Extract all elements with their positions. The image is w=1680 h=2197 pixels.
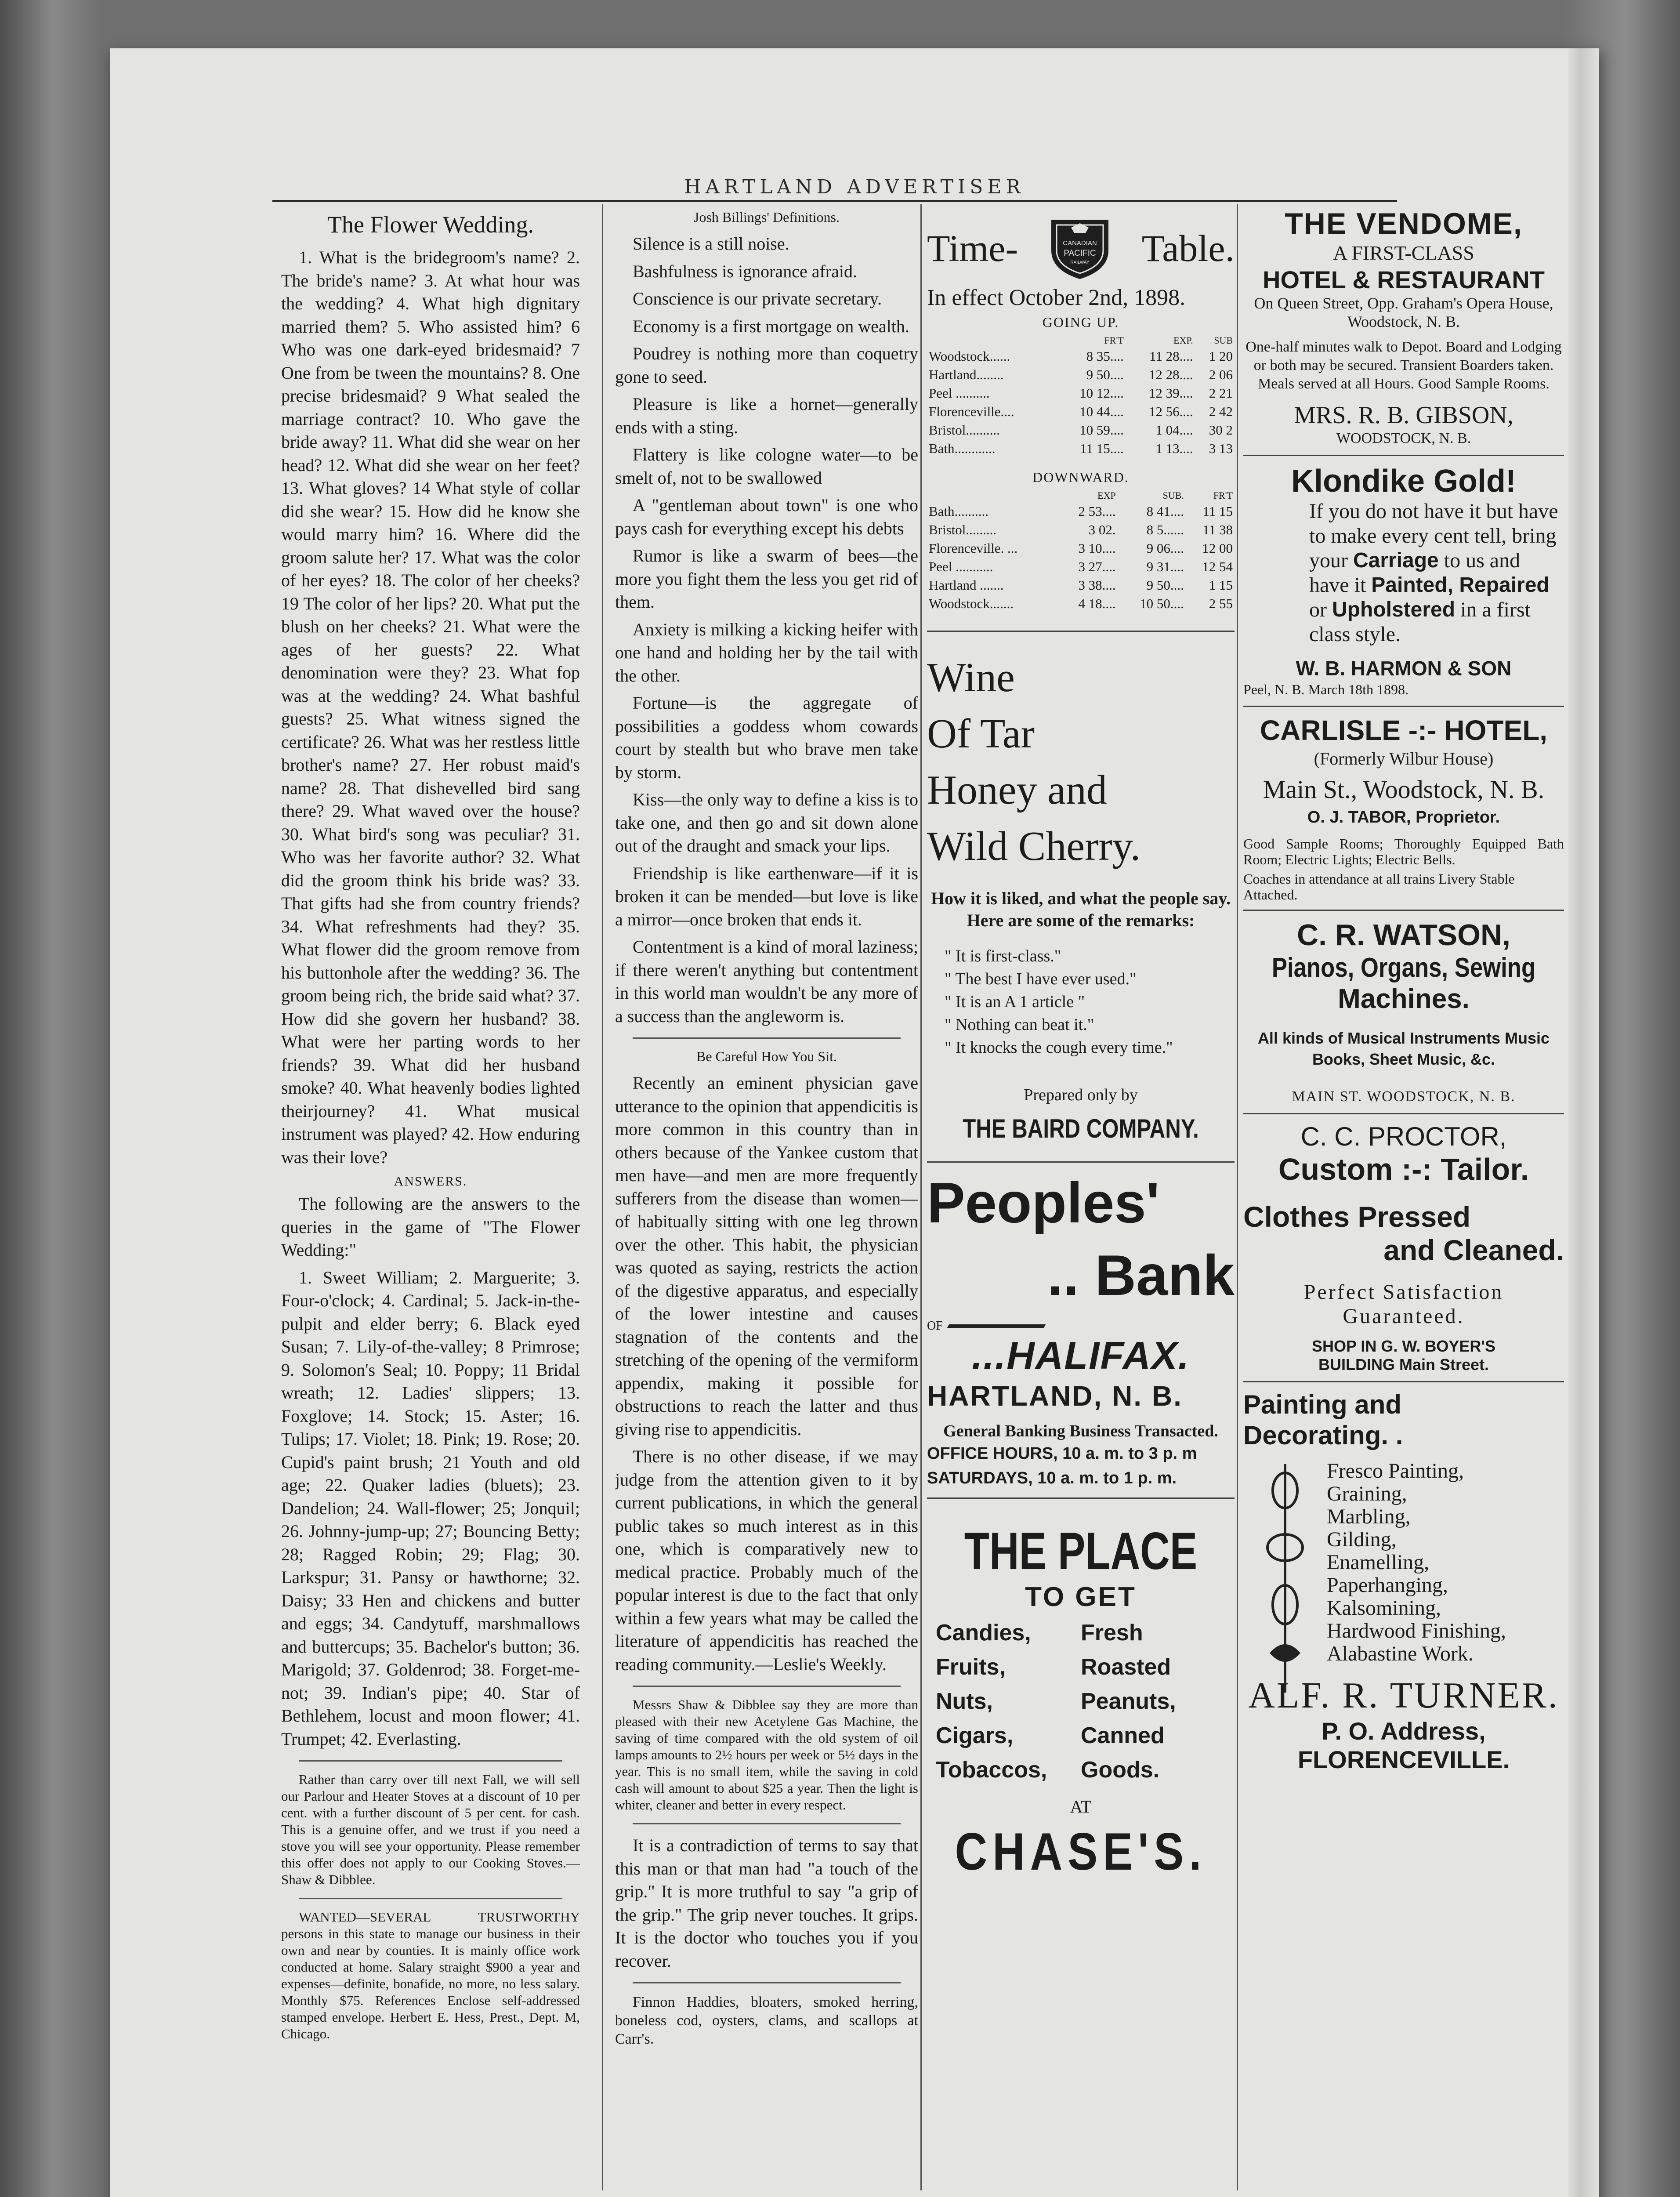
goods-item: Peanuts, — [1081, 1689, 1176, 1714]
column-definitions — [615, 207, 918, 2053]
timetable-row — [927, 347, 1235, 366]
klondike-body — [1309, 499, 1564, 647]
timetable-header-cell: SUB. — [1162, 490, 1184, 501]
timetable-header-cell: FR'T — [1104, 335, 1124, 346]
carlisle-info: Good Sample Rooms; Thoroughly Equipped Bath Room; Electric Lights; Electric Bells. — [1243, 836, 1564, 867]
cpr-logo-word-1: CANADIAN — [1063, 239, 1097, 247]
definition-item: Poudrey is nothing more than coquetry gone to seed. — [615, 344, 918, 387]
separator — [633, 1037, 901, 1039]
page-edge — [1568, 48, 1599, 2197]
chases-title: CHASE'S. — [955, 1822, 1207, 1881]
timetable-cell: 2 06 — [1209, 367, 1233, 382]
timetable-cell: Bristol......... — [929, 522, 997, 537]
timetable-cell: 11 38 — [1202, 522, 1233, 537]
grip-paragraph: It is a contradiction of terms to say that this man or that man had "a touch of the grip." It is more truthful to say "a grip of the grip." The grip never touches. It grips. It is the doctor who touches you if you recover. — [615, 1835, 918, 1971]
cpr-logo-word-3: RAILWAY — [1070, 260, 1090, 265]
answers-text: 1. Sweet William; 2. Marguerite; 3. Four-o'clock; 4. Cardinal; 5. Jack-in-the-pulpit and elder berry; 6. Black eyed Susan; 7. Lily-of-the-valley; 8 Primrose; 9. Solomon's Seal; 10. Poppy; 11 Bridal wreath; 12. Ladies' slippers; 13. Foxglove; 14. Stock; 15. Aster; 16. Tulips; 17. Violet; 18. Pink; 19. Rose; 20. Cupid's paint brush; 21 Youth and old age; 22. Quaker ladies (bluets); 23. Dandelion; 24. Wall-flower; 25; Jonquil; 26. Johnny-jump-up; 27; Bouncing Betty; 28; Ragged Robin; 29; Flag; 30. Larkspur; 31. Pansy or hawthorne; 32. Daisy; 33 Hen and chickens and butter and eggs; 34. Candytuff, marshmallows and buttercups; 35. Bachelor's button; 36. Marigold; 37. Goldenrod; 38. Forget-me-not; 39. Indian's pipe; 40. Star of Bethlehem, locust and moon flower; 41. Trumpet; 42. Everlasting. — [281, 1267, 580, 1749]
timetable-cell: Hartland........ — [929, 367, 1004, 382]
goods-item: Goods. — [1081, 1757, 1160, 1783]
definition-item: A "gentleman about town" is one who pays cash for everything except his debts — [615, 495, 918, 538]
wine-line: Of Tar — [927, 711, 1035, 757]
at-word: AT — [1070, 1797, 1092, 1816]
timetable-row — [927, 366, 1235, 384]
first-class-line: A FIRST-CLASS — [1333, 242, 1474, 264]
timetable-row — [927, 595, 1235, 613]
timetable-header-cell: EXP — [1097, 490, 1116, 501]
carlisle-title: CARLISLE -:- HOTEL, — [1260, 714, 1548, 746]
divider — [1243, 706, 1564, 707]
table-word: Table. — [1141, 227, 1235, 269]
service-item: Alabastine Work. — [1327, 1642, 1474, 1665]
timetable-down — [927, 489, 1235, 613]
timetable-cell: 12 54 — [1202, 559, 1233, 574]
timetable-cell: 12 39.... — [1148, 385, 1193, 401]
timetable-row — [927, 502, 1235, 521]
timetable-row — [927, 558, 1235, 576]
queen-street-address: On Queen Street, Opp. Graham's Opera House, Woodstock, N. B. — [1254, 294, 1553, 330]
timetable-row — [927, 402, 1235, 421]
timetable-cell: Florenceville.... — [929, 404, 1014, 419]
masthead-rule — [272, 200, 1397, 202]
answers-heading: ANSWERS. — [394, 1174, 467, 1189]
vendome-title: THE VENDOME, — [1285, 207, 1523, 240]
building-line: BUILDING Main Street. — [1318, 1356, 1489, 1374]
decorative-ornament-icon — [1261, 1460, 1309, 1697]
wine-line: Wild Cherry. — [927, 823, 1141, 869]
timetable-cell: 3 13 — [1209, 441, 1233, 456]
guaranteed-line: Guaranteed. — [1343, 1305, 1465, 1328]
timetable-row — [927, 521, 1235, 539]
shop-line: SHOP IN G. W. BOYER'S — [1312, 1337, 1495, 1355]
service-item: Kalsomining, — [1327, 1596, 1441, 1620]
separator — [633, 1686, 901, 1687]
timetable-cell: 2 21 — [1209, 385, 1233, 401]
timetable-up — [927, 334, 1235, 458]
watson-address: MAIN ST. WOODSTOCK, N. B. — [1292, 1088, 1516, 1105]
timetable-header-cell: SUB — [1214, 335, 1233, 346]
service-item: Hardwood Finishing, — [1327, 1619, 1506, 1642]
divider — [1243, 910, 1564, 911]
definition-item: Flattery is like cologne water—to be smelt of, not to be swallowed — [615, 445, 918, 488]
timetable-row — [927, 539, 1235, 558]
wilbur-line: (Formerly Wilbur House) — [1314, 749, 1494, 769]
remarks-heading: How it is liked, and what the people say. Here are some of the remarks: — [931, 888, 1231, 930]
timetable-cell: Bath.......... — [929, 504, 989, 519]
and-cleaned: and Cleaned. — [1383, 1234, 1564, 1266]
carlisle-address: Main St., Woodstock, N. B. — [1263, 775, 1545, 804]
timetable-cell: Bristol.......... — [929, 422, 1000, 438]
gibson-name: MRS. R. B. GIBSON, — [1294, 402, 1513, 429]
peoples-title: Peoples' — [927, 1171, 1160, 1235]
timetable-header — [927, 215, 1235, 281]
testimonial-item: " Nothing can beat it." — [945, 1015, 1094, 1034]
timetable-cell: 4 18.... — [1078, 596, 1116, 611]
pianos-line: Pianos, Organs, Sewing — [1271, 953, 1536, 983]
timetable-cell: Hartland ....... — [929, 577, 1004, 593]
timetable-cell: 3 38.... — [1078, 577, 1116, 593]
prepared-by: Prepared only by — [1024, 1086, 1138, 1104]
column-ads-right — [1243, 207, 1564, 1774]
harmon-name: W. B. HARMON & SON — [1296, 657, 1512, 680]
banking-business: General Banking Business Transacted. — [943, 1422, 1218, 1440]
of-word: OF — [927, 1319, 943, 1333]
timetable-cell: Bath............ — [929, 441, 996, 456]
timetable-row — [927, 421, 1235, 439]
testimonial-item: " The best I have ever used." — [945, 970, 1137, 988]
klondike-text-3: or — [1309, 598, 1327, 621]
timetable-cell: 2 42 — [1209, 404, 1233, 419]
going-up-heading: GOING UP. — [1042, 314, 1119, 330]
bank-title: .. Bank — [1047, 1243, 1235, 1307]
timetable-cell: Florenceville. ... — [929, 540, 1018, 556]
effect-date: In effect October 2nd, 1898. — [927, 285, 1186, 310]
goods-item: Nuts, — [936, 1689, 993, 1714]
definition-item: Friendship is like earthenware—if it is broken it can be mended—but love is like a mirror—once broken that ends it. — [615, 863, 918, 929]
wine-ad-title — [927, 649, 1235, 874]
timetable-cell: 3 10.... — [1078, 540, 1116, 556]
the-place-title: THE PLACE — [964, 1522, 1198, 1581]
of-bar — [947, 1324, 1046, 1328]
to-get-title: TO GET — [1025, 1582, 1137, 1612]
divider — [927, 1497, 1235, 1499]
article-title: The Flower Wedding. — [327, 211, 534, 238]
klondike-text-2: to us and have it — [1309, 549, 1521, 597]
service-item: Gilding, — [1327, 1528, 1397, 1551]
timetable-cell: 1 15 — [1209, 577, 1233, 593]
office-hours: OFFICE HOURS, 10 a. m. to 3 p. m — [927, 1444, 1197, 1463]
goods-item: Fresh — [1081, 1620, 1143, 1646]
wine-line: Wine — [927, 655, 1015, 700]
vendome-info: One-half minutes walk to Depot. Board and Lodging or both may be secured. Transient Boarders taken. Meals served at all Hours. Good Sample Rooms. — [1246, 339, 1562, 392]
timetable-cell: 1 20 — [1209, 348, 1233, 364]
definition-item: Silence is a still noise. — [633, 234, 789, 254]
klondike-text-1: If you do not have it but have to make every cent tell, bring your — [1309, 500, 1558, 572]
wanted-ad: WANTED—SEVERAL TRUSTWORTHY persons in this state to manage our business in their own and near by counties. It is mainly office work conducted at home. Salary straight $900 a year and expenses—definite, bonafide, no more, no less salary. Monthly $75. References Enclose self-addressed stamped envelope. Herbert E. Hess, Prest., Dept. M, Chicago. — [281, 1909, 580, 2041]
divider — [1243, 455, 1564, 456]
saturday-hours: SATURDAYS, 10 a. m. to 1 p. m. — [927, 1469, 1177, 1487]
musical-instruments: All kinds of Musical Instruments Music Books, Sheet Music, &c. — [1257, 1029, 1550, 1068]
careful-paragraph-2: There is no other disease, if we may judge from the attention given to it by current publications, in which the general public takes so much interest as in this one, which is comparatively new to medical practice. Probably much of the popular interest is due to the fact that only within a few years what may be called the literature of appendicitis has reached the reading community.—Leslie's Weekly. — [615, 1447, 918, 1674]
timetable-cell: 8 35.... — [1086, 348, 1124, 364]
hotel-restaurant: HOTEL & RESTAURANT — [1263, 266, 1545, 294]
newspaper-page — [110, 48, 1599, 2197]
definition-item: Conscience is our private secretary. — [633, 289, 882, 308]
tailor-title: Custom :-: Tailor. — [1278, 1152, 1529, 1186]
timetable-cell: 8 5...... — [1146, 522, 1184, 537]
testimonial-item: " It is first-class." — [945, 947, 1061, 965]
timetable-cell: 10 12.... — [1079, 385, 1124, 401]
definition-item: Economy is a first mortgage on wealth. — [633, 316, 909, 336]
goods-item: Fruits, — [936, 1654, 1006, 1680]
painting-title: Painting and — [1243, 1390, 1401, 1419]
service-item: Fresco Painting, — [1327, 1459, 1464, 1483]
tabor-line: O. J. TABOR, Proprietor. — [1307, 808, 1500, 827]
timetable-cell: 12 00 — [1202, 540, 1233, 556]
timetable-cell: 1 04.... — [1155, 422, 1193, 438]
baird-company: THE BAIRD COMPANY. — [963, 1114, 1199, 1143]
definition-item: Fortune—is the aggregate of possibilities a goddess whom cowards court by stealth but who brave men take by storm. — [615, 693, 918, 782]
timetable-cell: 10 50.... — [1140, 596, 1184, 611]
stove-notice: Rather than carry over till next Fall, we will sell our Parlour and Heater Stoves at a discount of 10 per cent. with a further discount of 5 per cent. for cash. This is a genuine offer, and we trust if you need a stove you will see your opportunity. Please remember this offer does not apply to our Cooking Stoves.—Shaw & Dibblee. — [281, 1772, 580, 1887]
separator — [299, 1898, 562, 1899]
downward-heading: DOWNWARD. — [1032, 469, 1129, 485]
timetable-cell: Peel .......... — [929, 385, 990, 401]
timetable-cell: 2 53.... — [1078, 504, 1116, 519]
timetable-cell: Woodstock...... — [929, 348, 1010, 364]
service-item: Marbling, — [1327, 1505, 1411, 1528]
clothes-pressed: Clothes Pressed — [1243, 1200, 1471, 1233]
column-rule — [1237, 204, 1238, 2190]
timetable-cell: 10 59.... — [1079, 422, 1124, 438]
gibson-town: WOODSTOCK, N. B. — [1336, 430, 1471, 446]
timetable-cell: 3 27.... — [1078, 559, 1116, 574]
service-item: Enamelling, — [1327, 1551, 1430, 1574]
goods-item: Roasted — [1081, 1654, 1171, 1680]
divider — [927, 631, 1235, 632]
definition-item: Rumor is like a swarm of bees—the more you fight them the less you get rid of them. — [615, 546, 918, 612]
timetable-cell: 30 2 — [1209, 422, 1233, 438]
divider — [927, 1161, 1235, 1163]
separator — [299, 1760, 562, 1762]
masthead: HARTLAND ADVERTISER — [684, 176, 1025, 198]
turner-address: P. O. Address, FLORENCEVILLE. — [1297, 1717, 1510, 1773]
timetable-header-cell: FR'T — [1213, 490, 1233, 501]
decorating-title: Decorating. . — [1243, 1421, 1403, 1450]
timetable-row — [927, 439, 1235, 458]
turner-name: ALF. R. TURNER. — [1248, 1675, 1559, 1716]
testimonial-item: " It is an A 1 article " — [945, 993, 1085, 1011]
definition-item: Pleasure is like a hornet—generally ends with a sting. — [615, 394, 918, 437]
cpr-shield-icon — [1047, 215, 1113, 281]
divider — [1243, 1113, 1564, 1114]
wine-line: Honey and — [927, 767, 1107, 813]
column-ads-center — [927, 207, 1235, 1882]
service-item: Paperhanging, — [1327, 1573, 1448, 1597]
timetable-cell: Peel ........... — [929, 559, 993, 574]
timetable-cell: 11 15.... — [1080, 441, 1124, 456]
timetable-cell: 2 55 — [1209, 596, 1233, 611]
separator — [633, 1823, 901, 1824]
timetable-header-cell: EXP. — [1173, 335, 1193, 346]
goods-item: Candies, — [936, 1620, 1031, 1646]
goods-item: Cigars, — [936, 1723, 1014, 1748]
coaches-line: Coaches in attendance at all trains Livery Stable Attached. — [1243, 871, 1515, 903]
goods-item: Tobaccos, — [936, 1757, 1047, 1783]
proctor-title: C. C. PROCTOR, — [1300, 1122, 1507, 1151]
column-rule — [920, 204, 922, 2190]
timetable-cell: 3 02. — [1088, 522, 1116, 537]
klondike-text-4: in a first class style. — [1309, 598, 1531, 646]
article-title: Be Careful How You Sit. — [696, 1048, 837, 1064]
machines-line: Machines. — [1338, 984, 1470, 1014]
timetable-cell: 10 44.... — [1079, 404, 1124, 419]
timetable-cell: 9 50.... — [1086, 367, 1124, 382]
goods-grid — [927, 1620, 1235, 1783]
answers-intro: The following are the answers to the queries in the game of "The Flower Wedding:" — [281, 1194, 580, 1260]
timetable-cell: 9 06.... — [1146, 540, 1184, 556]
service-item: Graining, — [1327, 1482, 1407, 1505]
timetable-cell: 1 13.... — [1155, 441, 1193, 456]
divider — [1243, 1381, 1564, 1382]
klondike-carriage: Carriage — [1353, 549, 1439, 572]
klondike-upholstered: Upholstered — [1332, 598, 1456, 621]
timetable-cell: 12 28.... — [1148, 367, 1193, 382]
timetable-cell: 12 56.... — [1148, 404, 1193, 419]
of-line — [927, 1319, 1235, 1333]
timetable-cell: 9 31.... — [1146, 559, 1184, 574]
timetable-cell: 11 15 — [1202, 504, 1233, 519]
timetable-row — [927, 576, 1235, 595]
time-word: Time- — [927, 227, 1018, 269]
klondike-title: Klondike Gold! — [1291, 464, 1516, 499]
definition-item: Bashfulness is ignorance afraid. — [633, 261, 857, 281]
testimonials-list — [927, 945, 1235, 1059]
timetable-cell: 9 50.... — [1146, 577, 1184, 593]
questions-text: 1. What is the bridegroom's name? 2. The bride's name? 3. At what hour was the wedding? 4. What high dignitary married them? 5. Who assisted him? 6 Who was one dark-eyed bridesmaid? 7 One from be tween the mountains? 8. One precise bridesmaid? 9 What sealed the marriage contract? 10. Who gave the bride away? 11. What did she wear on her head? 12. What did she wear on her feet? 13. What gloves? 14 What style of collar did she wear? 15. How did he know she would marry him? 16. Where did the groom salute her? 17. What was the color of her eyes? 18. The color of her cheeks? 19 The color of her lips? 20. What put the blush on her cheeks? 21. What were the ages of her guests? 22. What denomination were they? 23. What fop was at the wedding? 24. What bashful guests? 25. What witness signed the certificate? 26. What was her restless little brother's name? 27. Her robust maid's name? 28. That dishevelled bird sang there? 29. What waved over the house? 30. What bird's song was peculiar? 31. Who was her favorite author? 32. What did the groom think his bride was? 33. That gifts had she from country friends? 34. What refreshments had they? 35. What flower did the groom remove from his buttonhole after the wedding? 36. The groom being rich, the bride said what? 37. How did she govern her husband? 38. What were her parting words to her friends? 39. What did her husband smoke? 40. What heavenly bodies lighted theirjourney? 41. What musical instrument was played? 42. How enduring was their love? — [281, 247, 580, 1167]
careful-paragraph-1: Recently an eminent physician gave utterance to the opinion that appendicitis is more common in this country than in others because of the Yankee custom that men have—and men are more frequently sufferers from the disease than women—of habitually sitting with one leg thrown over the other. This habit, the physician was quoted as saying, restricts the action of the digestive apparatus, and especially of the lower intestine and causes stagnation of the contents and the stretching of the opening of the vermiform appendix, making it possible for obstructions to reach the latter and thus giving rise to appendicitis. — [615, 1073, 918, 1439]
goods-item: Canned — [1081, 1723, 1165, 1748]
timetable-cell: Woodstock....... — [929, 596, 1014, 611]
column-flower-wedding — [281, 207, 580, 2047]
services-list — [1327, 1460, 1564, 1665]
timetable-cell: 11 28.... — [1149, 348, 1193, 364]
acetylene-notice: Messrs Shaw & Dibblee say they are more than pleased with their new Acetylene Gas Machine, the saving of time compared with the old system of oil lamps amounts to 2½ hours per week or 5½ days in the year. This is no small item, while the saving in cold cash will amount to about $25 a year. Then the light is whiter, cleaner and better in every respect. — [615, 1697, 918, 1813]
timetable-header-cell — [927, 489, 1059, 502]
testimonial-item: " It knocks the cough every time." — [945, 1038, 1173, 1057]
article-title: Josh Billings' Definitions. — [693, 209, 840, 225]
harmon-date: Peel, N. B. March 18th 1898. — [1243, 682, 1408, 697]
klondike-painted: Painted, Repaired — [1371, 573, 1550, 597]
column-rule — [602, 204, 603, 2190]
cpr-logo-word-2: PACIFIC — [1064, 249, 1096, 258]
definition-item: Kiss—the only way to define a kiss is to take one, and then go and sit down alone out of the draught and smack your lips. — [615, 790, 918, 856]
definitions-list — [615, 232, 918, 1028]
watson-title: C. R. WATSON, — [1296, 918, 1511, 952]
perfect-satisfaction: Perfect Satisfaction — [1303, 1280, 1504, 1304]
definition-item: Anxiety is milking a kicking heifer with one hand and holding her by the tail with the other. — [615, 619, 918, 685]
separator — [633, 1982, 901, 1983]
halifax-title: ...HALIFAX. — [971, 1334, 1190, 1377]
timetable-cell: 8 41.... — [1146, 504, 1184, 519]
timetable-row — [927, 384, 1235, 402]
timetable-header-cell — [927, 334, 1056, 347]
definition-item: Contentment is a kind of moral laziness; if there weren't anything but contentment in this world man wouldn't be any more of a success than the angleworm is. — [615, 937, 918, 1026]
hartland-title: HARTLAND, N. B. — [927, 1380, 1183, 1412]
haddies-notice: Finnon Haddies, bloaters, smoked herring, boneless cod, oysters, clams, and scallops at Carr's. — [615, 1994, 918, 2047]
